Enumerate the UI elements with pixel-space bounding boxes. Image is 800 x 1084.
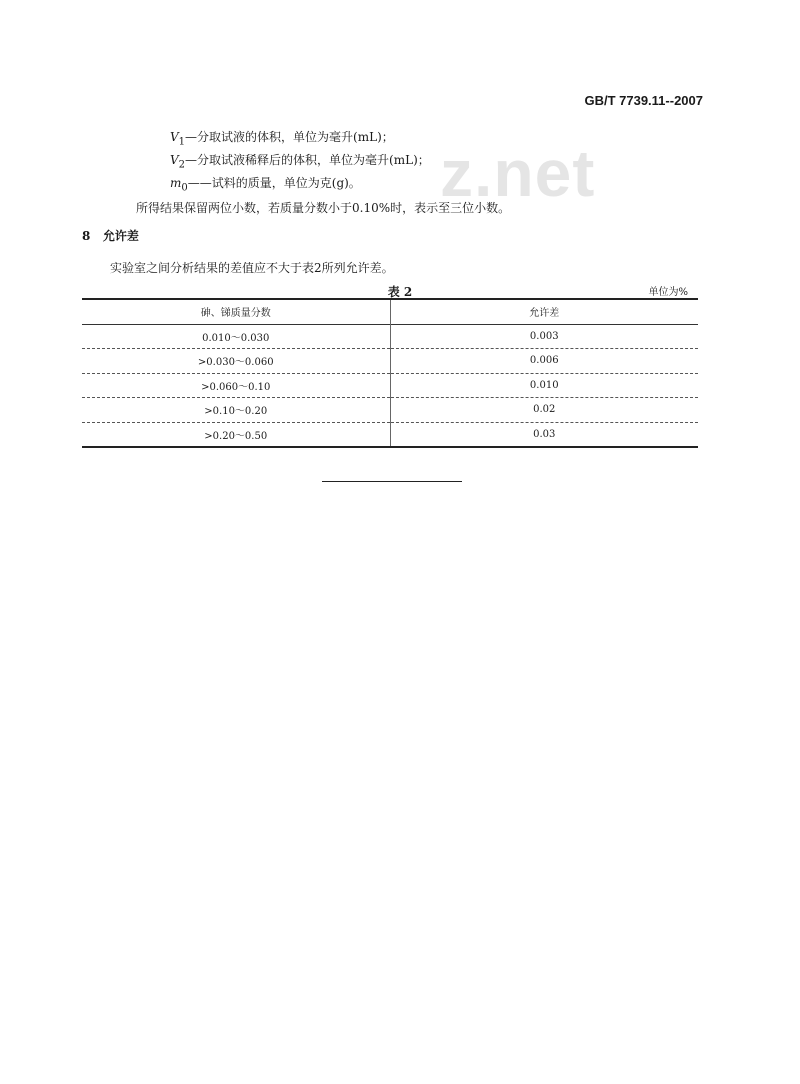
column-header: 允许差: [529, 308, 560, 320]
variable-subscript: 1: [178, 136, 186, 148]
variable-symbol: V: [170, 153, 179, 167]
variable-symbol: V: [170, 130, 179, 144]
table-cell: >0.10～0.20: [82, 398, 390, 423]
variable-description: —分取试液的体积，单位为毫升(mL)；: [185, 130, 394, 144]
section-title: 允许差: [102, 229, 139, 243]
column-header: 砷、锑质量分数: [82, 299, 390, 324]
variable-m0: [170, 174, 361, 193]
variable-subscript: 2: [178, 159, 186, 171]
table-cell: >0.060～0.10: [82, 373, 390, 398]
section-8-heading: [82, 227, 139, 244]
table-title: 表 2: [387, 285, 413, 299]
variable-v2: [170, 151, 430, 170]
end-of-standard-rule: [322, 481, 462, 482]
section-8-text: 实验室之间分析结果的差值应不大于表2所列允许差。: [110, 261, 394, 275]
table-cell: 0.010～0.030: [82, 324, 390, 349]
table-cell: 0.003: [529, 330, 559, 342]
table-row: [82, 349, 698, 374]
variable-v1: [170, 128, 394, 147]
table-cell: 0.010: [529, 379, 559, 391]
variable-description: ——试料的质量，单位为克(g)。: [187, 176, 361, 190]
variable-description: —分取试液稀释后的体积，单位为毫升(mL)；: [185, 153, 430, 167]
table-cell: 0.03: [533, 428, 556, 440]
variable-symbol: m: [170, 176, 182, 190]
section-number: 8: [82, 229, 91, 243]
watermark: z.net: [440, 136, 596, 210]
variable-subscript: 0: [181, 182, 188, 194]
table-cell: 0.02: [533, 404, 556, 416]
table-row: [82, 324, 698, 349]
standard-code: GB/T 7739.11--2007: [584, 93, 703, 108]
table-row: [82, 398, 698, 423]
table-row: [82, 422, 698, 447]
allowance-table: [82, 298, 698, 448]
table-unit: 单位为%: [648, 287, 688, 298]
table-cell: >0.20～0.50: [82, 422, 390, 447]
table-cell: >0.030～0.060: [82, 349, 390, 374]
table-row: [82, 373, 698, 398]
table-cell: 0.006: [529, 355, 559, 367]
table-header-row: [82, 299, 698, 324]
result-note: 所得结果保留两位小数，若质量分数小于0.10%时，表示至三位小数。: [136, 201, 511, 215]
